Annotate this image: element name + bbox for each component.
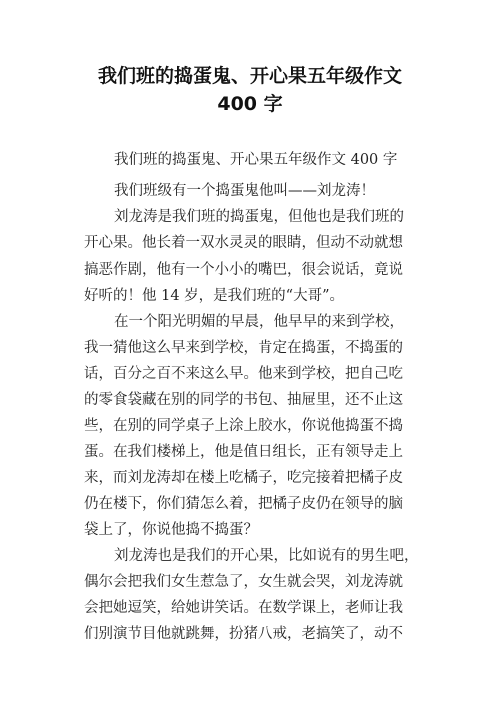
paragraph-line: 搞恶作剧，他有一个小小的嘴巴，很会说话，竟说 bbox=[84, 262, 403, 278]
paragraph-line: 们别演节目他就跳舞，扮猪八戒，老搞笑了，动不 bbox=[84, 626, 403, 642]
paragraph-line: 袋上了，你说他捣不捣蛋？ bbox=[84, 522, 258, 538]
paragraph-line: 会把她逗笑，给她讲笑话。在数学课上，老师让我 bbox=[84, 600, 403, 616]
paragraph-line: 开心果。他长着一双水灵灵的眼睛，但动不动就想 bbox=[84, 235, 403, 251]
paragraph-line: 刘龙涛是我们班的捣蛋鬼，但他也是我们班的 bbox=[114, 209, 404, 225]
paragraph-line: 些，在别的同学桌子上涂上胶水，你说他捣蛋不捣 bbox=[84, 418, 403, 434]
paragraph-line: 好听的！他 14 岁，是我们班的“大哥”。 bbox=[84, 288, 344, 304]
paragraph-line: 的零食袋藏在别的同学的书包、抽屉里，还不止这 bbox=[84, 392, 403, 408]
paragraph-line: 偶尔会把我们女生惹急了，女生就会哭，刘龙涛就 bbox=[84, 574, 403, 590]
document-title-line-1: 我们班的捣蛋鬼、开心果五年级作文 bbox=[97, 65, 402, 87]
intro-line: 我们班级有一个捣蛋鬼他叫——刘龙涛！ bbox=[114, 183, 375, 199]
paragraph-line: 话，百分之百不来这么早。他来到学校，把自己吃 bbox=[84, 366, 403, 382]
paragraph-line: 在一个阳光明媚的早晨，他早早的来到学校， bbox=[114, 314, 404, 330]
document-title-line-2: 400 字 bbox=[217, 93, 283, 115]
paragraph-line: 刘龙涛也是我们的开心果，比如说有的男生吧， bbox=[114, 548, 419, 564]
paragraph-line: 蛋。在我们楼梯上，他是值日组长，正有领导走上 bbox=[84, 444, 403, 460]
paragraph-line: 我一猜他这么早来到学校，肯定在捣蛋，不捣蛋的 bbox=[84, 340, 403, 356]
paragraph-line: 来，而刘龙涛却在楼上吃橘子，吃完接着把橘子皮 bbox=[84, 470, 403, 486]
subtitle-line: 我们班的捣蛋鬼、开心果五年级作文 400 字 bbox=[114, 152, 398, 168]
paragraph-line: 仍在楼下，你们猜怎么着，把橘子皮仍在领导的脑 bbox=[84, 496, 403, 512]
